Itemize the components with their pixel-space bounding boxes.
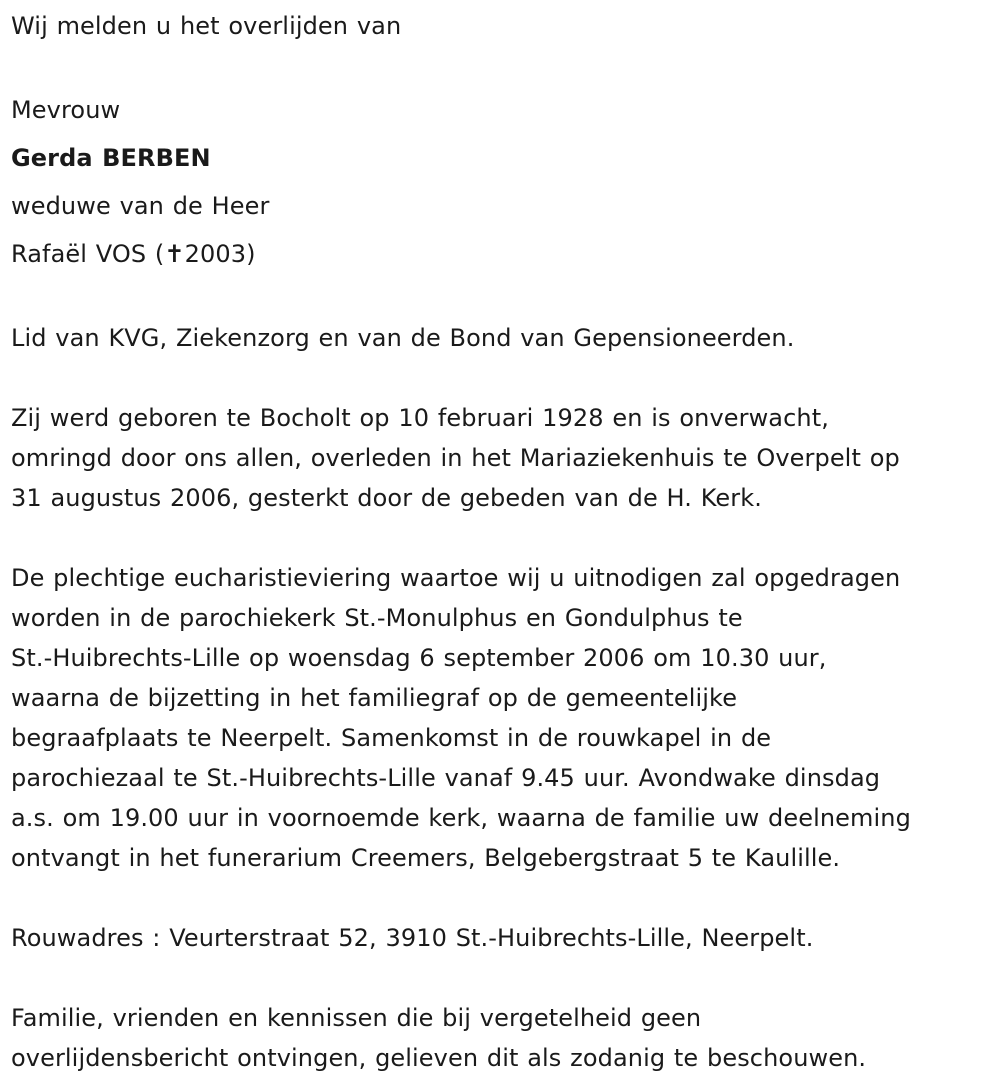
paragraph-line: 31 augustus 2006, gesterkt door de gebeden van de H. Kerk.	[11, 484, 762, 512]
spacer	[11, 878, 991, 918]
spacer	[11, 518, 991, 558]
paragraph-line: omringd door ons allen, overleden in het Mariaziekenhuis te Overpelt op	[11, 444, 900, 472]
spacer	[11, 958, 991, 998]
paragraph-line: parochiezaal te St.-Huibrechts-Lille vanaf 9.45 uur. Avondwake dinsdag	[11, 764, 881, 792]
birth-death-paragraph	[11, 398, 991, 518]
spacer	[11, 358, 991, 398]
paragraph-line: a.s. om 19.00 uur in voornoemde kerk, waarna de familie uw deelneming	[11, 804, 911, 832]
address-line: Rouwadres : Veurterstraat 52, 3910 St.-Huibrechts-Lille, Neerpelt.	[11, 924, 814, 952]
spouse-line: Rafaël VOS (✝2003)	[11, 240, 256, 268]
paragraph-line: Familie, vrienden en kennissen die bij vergetelheid geen	[11, 1004, 702, 1032]
membership-line: Lid van KVG, Ziekenzorg en van de Bond van Gepensioneerden.	[11, 324, 795, 352]
paragraph-line: overlijdensbericht ontvingen, gelieven dit als zodanig te beschouwen.	[11, 1044, 867, 1072]
widow-of-line: weduwe van de Heer	[11, 192, 270, 220]
paragraph-line: De plechtige eucharistieviering waartoe wij u uitnodigen zal opgedragen	[11, 564, 901, 592]
death-notice	[11, 6, 991, 1078]
paragraph-line: Zij werd geboren te Bocholt op 10 februari 1928 en is onverwacht,	[11, 404, 829, 432]
deceased-name: Gerda BERBEN	[11, 144, 211, 172]
paragraph-line: waarna de bijzetting in het familiegraf op de gemeentelijke	[11, 684, 738, 712]
intro-line: Wij melden u het overlijden van	[11, 12, 402, 40]
spacer	[11, 278, 991, 318]
paragraph-line: St.-Huibrechts-Lille op woensdag 6 september 2006 om 10.30 uur,	[11, 644, 827, 672]
paragraph-line: ontvangt in het funerarium Creemers, Belgebergstraat 5 te Kaulille.	[11, 844, 841, 872]
ceremony-paragraph	[11, 558, 991, 878]
title-line: Mevrouw	[11, 96, 121, 124]
paragraph-line: worden in de parochiekerk St.-Monulphus en Gondulphus te	[11, 604, 743, 632]
paragraph-line: begraafplaats te Neerpelt. Samenkomst in de rouwkapel in de	[11, 724, 772, 752]
spacer	[11, 46, 991, 86]
closing-paragraph	[11, 998, 991, 1078]
